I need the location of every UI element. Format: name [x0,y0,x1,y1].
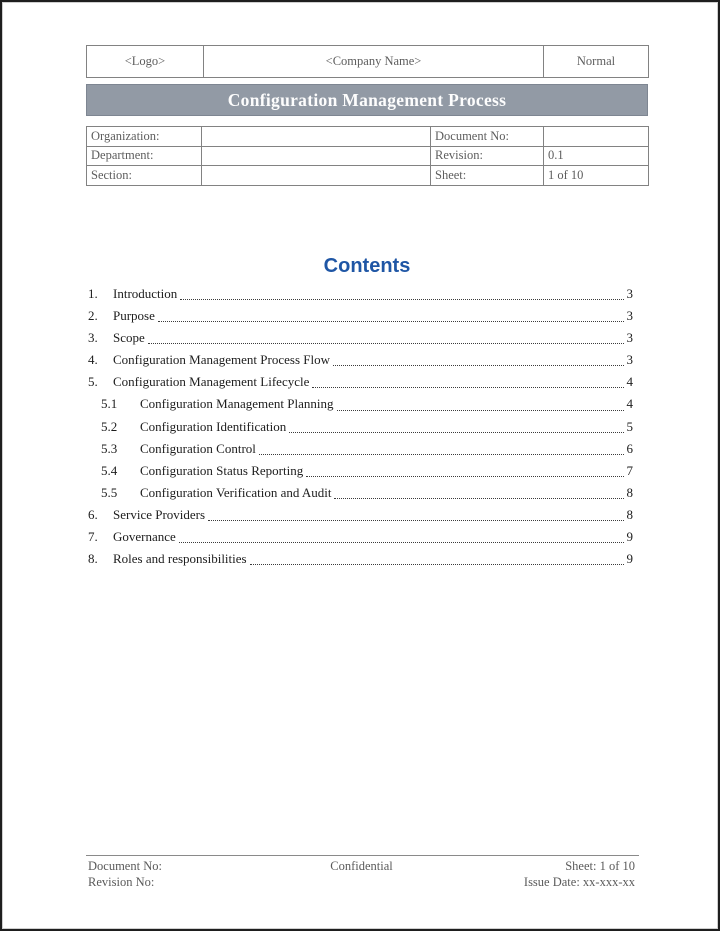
toc-number: 6. [88,506,98,522]
toc-label: Roles and responsibilities [113,551,247,567]
sheet-value: 1 of 10 [544,166,649,186]
toc-page-number: 3 [626,308,633,324]
footer-sheet: Sheet: 1 of 10 [565,859,635,873]
document-info-table [86,126,649,186]
department-value[interactable] [202,146,431,166]
sheet-label: Sheet: [431,166,544,186]
toc-number: 5.2 [101,418,118,434]
toc-entry-status-reporting[interactable] [88,460,633,482]
toc-page-number: 8 [626,484,633,500]
footer-left [88,858,330,890]
toc-page-number: 4 [626,396,633,412]
toc-page-number: 5 [626,418,633,434]
section-value[interactable] [202,166,431,186]
toc-number: 8. [88,551,98,567]
toc-entry-scope[interactable] [88,327,633,349]
toc-entry-identification[interactable] [88,416,633,438]
footer-document-no: Document No: [88,859,162,873]
toc-number: 5.3 [101,440,118,456]
toc-entry-planning[interactable] [88,393,633,415]
toc-entry-control[interactable] [88,438,633,460]
toc-label: Configuration Management Process Flow [113,352,330,368]
toc-entry-process-flow[interactable] [88,349,633,371]
toc-number: 7. [88,529,98,545]
toc-leader-dots [289,432,623,433]
info-row [87,166,649,186]
toc-number: 5.1 [101,396,118,412]
footer-divider [86,855,639,856]
revision-label: Revision: [431,146,544,166]
toc-label: Configuration Management Planning [140,396,334,412]
toc-entry-governance[interactable] [88,526,633,548]
organization-label: Organization: [87,127,202,147]
department-label: Department: [87,146,202,166]
company-name-cell[interactable]: <Company Name> [204,46,544,78]
section-label: Section: [87,166,202,186]
table-of-contents [88,283,633,570]
info-row [87,127,649,147]
toc-entry-verification-audit[interactable] [88,482,633,504]
logo-cell[interactable]: <Logo> [87,46,204,78]
toc-label: Configuration Control [140,440,256,456]
toc-number: 5.4 [101,462,118,478]
toc-number: 4. [88,352,98,368]
page-footer [88,858,635,890]
toc-entry-introduction[interactable] [88,283,633,305]
document-no-label: Document No: [431,127,544,147]
toc-number: 5. [88,374,98,390]
revision-value[interactable]: 0.1 [544,146,649,166]
toc-label: Configuration Management Lifecycle [113,374,310,390]
toc-entry-service-providers[interactable] [88,504,633,526]
footer-right [393,858,635,890]
toc-page-number: 3 [626,352,633,368]
toc-leader-dots [312,387,623,388]
toc-leader-dots [158,321,624,322]
footer-confidential: Confidential [330,859,393,873]
toc-leader-dots [208,520,623,521]
header-table [86,45,649,78]
footer-issue-date: Issue Date: xx-xxx-xx [523,875,635,889]
toc-leader-dots [250,564,624,565]
toc-leader-dots [334,498,623,499]
toc-leader-dots [148,343,624,344]
toc-entry-roles-responsibilities[interactable] [88,548,633,570]
toc-page-number: 7 [626,462,633,478]
toc-leader-dots [179,542,624,543]
footer-revision-no: Revision No: [88,875,155,889]
toc-page-number: 3 [626,286,633,301]
toc-page-number: 9 [626,551,633,567]
toc-page-number: 9 [626,529,633,545]
toc-leader-dots [306,476,623,477]
title-banner [86,84,648,116]
toc-leader-dots [180,299,623,300]
toc-number: 1. [88,286,98,301]
document-no-value[interactable] [544,127,649,147]
toc-page-number: 6 [626,440,633,456]
document-title: Configuration Management Process [227,89,507,110]
toc-label: Service Providers [113,506,206,522]
toc-leader-dots [337,410,624,411]
toc-page-number: 8 [626,506,633,522]
toc-number: 2. [88,308,98,324]
toc-entry-purpose[interactable] [88,305,633,327]
organization-value[interactable] [202,127,431,147]
toc-label: Configuration Identification [140,418,287,434]
contents-heading: Contents [323,255,411,277]
toc-label: Configuration Status Reporting [140,462,304,478]
toc-number: 5.5 [101,484,118,500]
toc-entry-lifecycle[interactable] [88,371,633,393]
toc-label: Purpose [113,308,155,324]
toc-label: Introduction [113,286,178,301]
info-row [87,146,649,166]
toc-leader-dots [333,365,624,366]
toc-number: 3. [88,330,98,346]
toc-leader-dots [259,454,624,455]
toc-label: Governance [113,529,176,545]
toc-page-number: 3 [626,330,633,346]
toc-label: Scope [113,330,145,346]
classification-cell: Normal [544,46,649,78]
toc-page-number: 4 [626,374,633,390]
toc-label: Configuration Verification and Audit [140,484,332,500]
